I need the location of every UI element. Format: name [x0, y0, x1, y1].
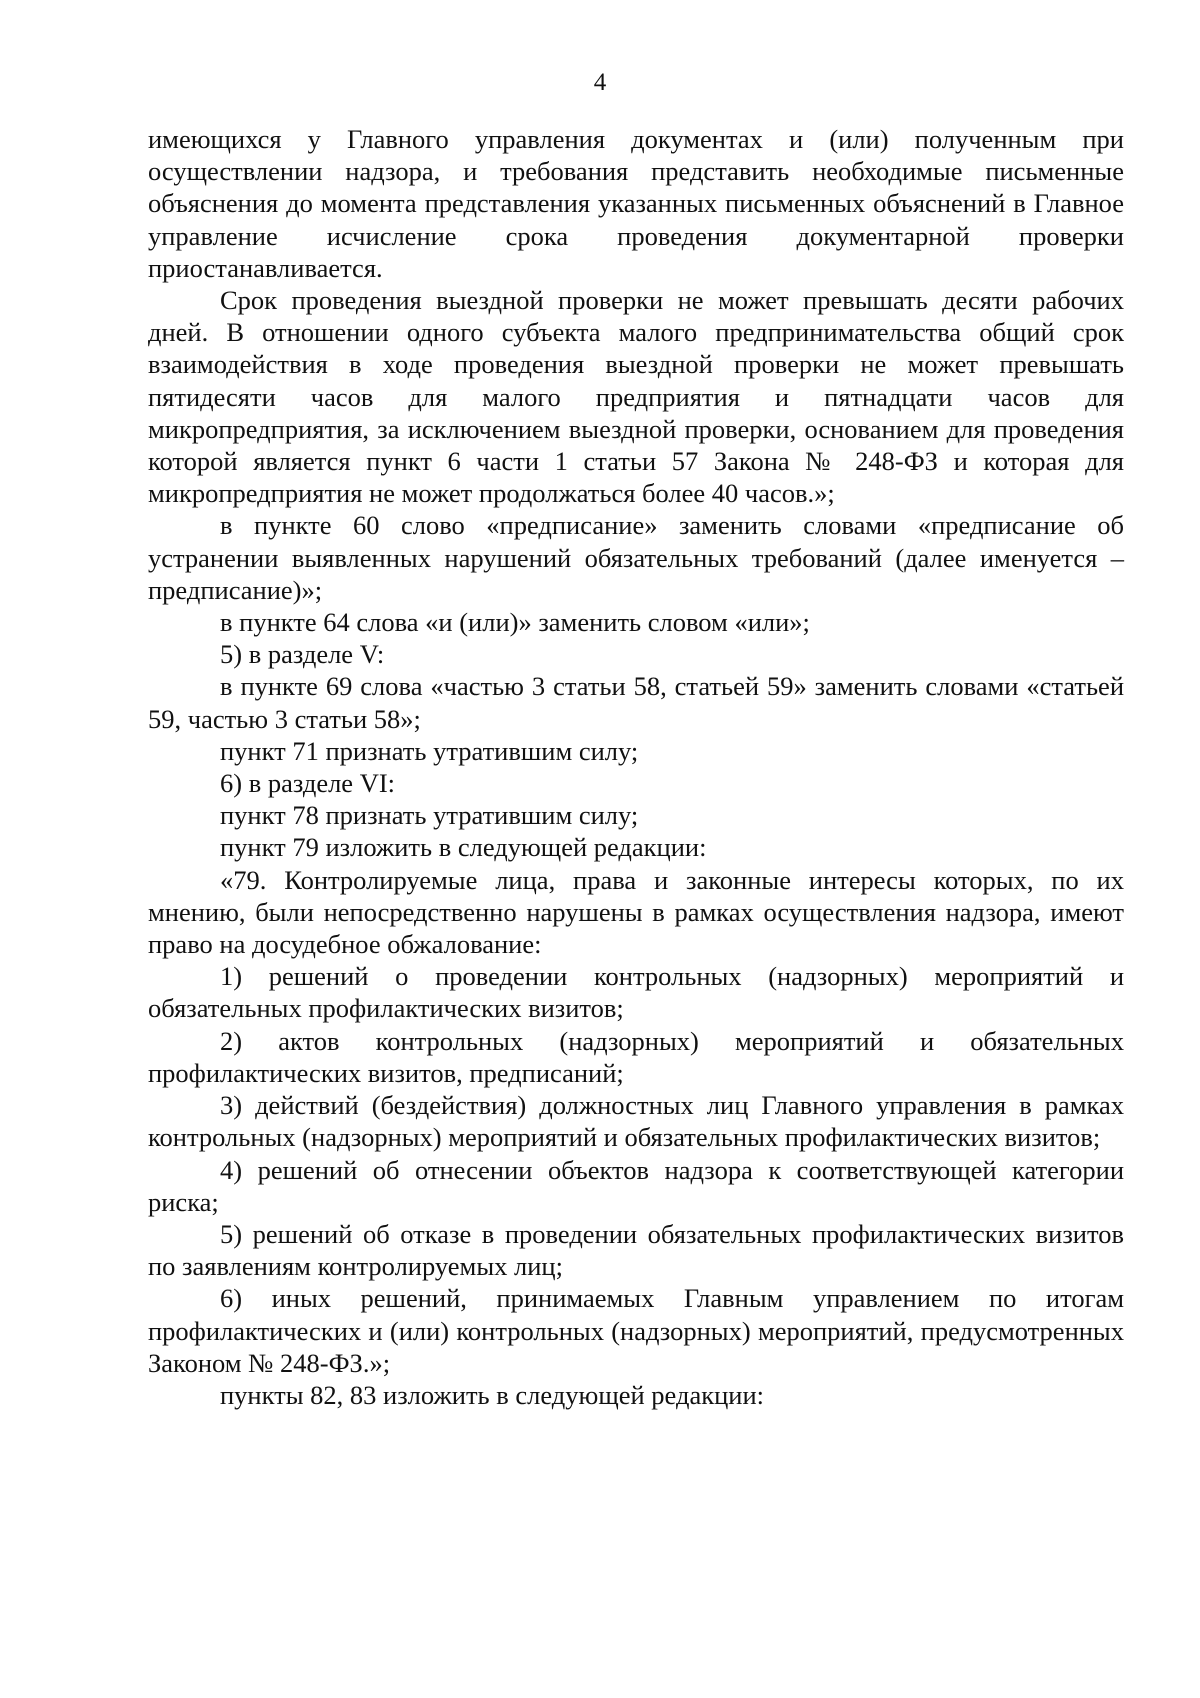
- list-item-5: 5) решений об отказе в проведении обязательных профилактических визитов по заявлениям контролируемых лиц;: [148, 1218, 1124, 1282]
- page-number: 4: [593, 69, 607, 96]
- paragraph-item-60: в пункте 60 слово «предписание» заменить словами «предписание об устранении выявленных нарушений обязательных требований (далее именуется – предписание)»;: [148, 510, 1124, 605]
- paragraph-section-v: 5) в разделе V:: [220, 639, 385, 670]
- list-item-1: 1) решений о проведении контрольных (надзорных) мероприятий и обязательных профилактических визитов;: [148, 961, 1124, 1024]
- list-item-2: 2) актов контрольных (надзорных) мероприятий и обязательных профилактических визитов, предписаний;: [148, 1025, 1124, 1088]
- paragraph-item-64: в пункте 64 слова «и (или)» заменить словом «или»;: [220, 607, 810, 638]
- paragraph-items-82-83: пункты 82, 83 изложить в следующей редакции:: [220, 1379, 765, 1410]
- list-item-3: 3) действий (бездействия) должностных лиц Главного управления в рамках контрольных (надзорных) мероприятий и обязательных профилактических визитов;: [148, 1090, 1124, 1153]
- paragraph-item-79-text: «79. Контролируемые лица, права и законные интересы которых, по их мнению, были непосредственно нарушены в рамках осуществления надзора, имеют право на досудебное обжалование:: [148, 864, 1124, 960]
- paragraph-inspection-term: Срок проведения выездной проверки не может превышать десяти рабочих дней. В отношении одного субъекта малого предпринимательства общий срок взаимодействия в ходе проведения выездной проверки не может превышать пятидесяти часов для малого предприятия и пятнадцати часов для микропредприятия, за исключением выездной проверки, основанием для проведения которой является пункт 6 части 1 статьи 57 Закона № 248-ФЗ и которая для микропредприятия не может продолжаться более 40 часов.»;: [148, 285, 1124, 509]
- paragraph-section-vi: 6) в разделе VI:: [220, 768, 396, 799]
- paragraph-item-78: пункт 78 признать утратившим силу;: [220, 800, 639, 831]
- paragraph-item-71: пункт 71 признать утратившим силу;: [220, 735, 639, 766]
- list-item-4: 4) решений об отнесении объектов надзора к соответствующей категории риска;: [148, 1154, 1124, 1217]
- document-body: [148, 123, 1124, 1411]
- paragraph-item-69: в пункте 69 слова «частью 3 статьи 58, статьей 59» заменить словами «статьей 59, частью 3 статьи 58»;: [148, 671, 1124, 734]
- paragraph-continuation: имеющихся у Главного управления документах и (или) полученным при осуществлении надзора, и требования представить необходимые письменные объяснения до момента представления указанных письменных объяснений в Главное управление исчисление срока проведения документарной проверки приостанавливается.: [148, 124, 1124, 283]
- paragraph-item-79-intro: пункт 79 изложить в следующей редакции:: [220, 832, 707, 863]
- list-item-6: 6) иных решений, принимаемых Главным управлением по итогам профилактических и (или) контрольных (надзорных) мероприятий, предусмотренных Законом № 248-ФЗ.»;: [148, 1283, 1124, 1378]
